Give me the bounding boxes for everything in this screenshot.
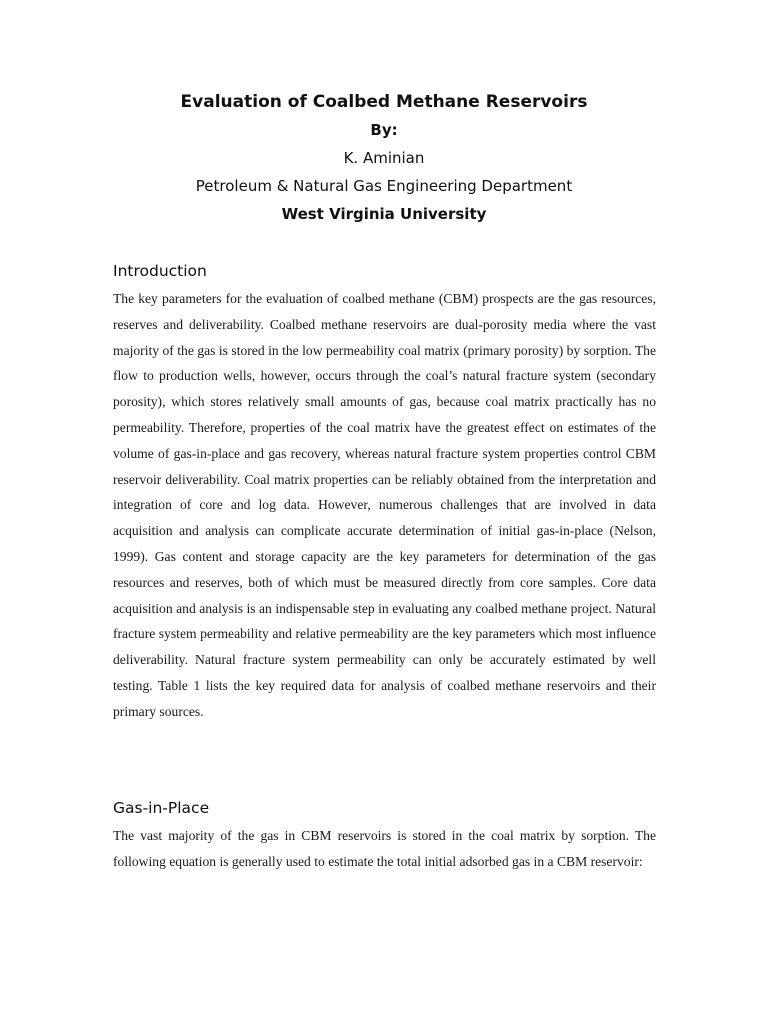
gas-in-place-paragraph: The vast majority of the gas in CBM reservoirs is stored in the coal matrix by sorption. The following equation is generally used to estimate the total initial adsorbed gas in a CBM reservoir: [113, 828, 656, 869]
gas-in-place-heading: Gas-in-Place [113, 799, 210, 817]
paper-title: Evaluation of Coalbed Methane Reservoirs [180, 92, 588, 112]
introduction-paragraph: The key parameters for the evaluation of coalbed methane (CBM) prospects are the gas resources, reserves and deliverability. Coalbed methane reservoirs are dual-porosity media where the vast majority of the gas is stored in the low permeability coal matrix (primary porosity) by sorption. The flow to production wells, however, occurs through the coal’s natural fracture system (secondary porosity), which stores relatively small amounts of gas, because coal matrix practically has no permeability. Therefore, properties of the coal matrix have the greatest effect on estimates of the volume of gas-in-place and gas recovery, whereas natural fracture system properties control CBM reservoir deliverability. Coal matrix properties can be reliably obtained from the interpretation and integration of core and log data. However, numerous challenges that are involved in data acquisition and analysis can complicate accurate determination of initial gas-in-place (Nelson, 1999). Gas content and storage capacity are the key parameters for determination of the gas resources and reserves, both of which must be measured directly from core samples. Core data acquisition and analysis is an indispensable step in evaluating any coalbed methane project. Natural fracture system permeability and relative permeability are the key parameters which most influence deliverability. Natural fracture system permeability can only be accurately estimated by well testing. Table 1 lists the key required data for analysis of coalbed methane reservoirs and their primary sources. [113, 291, 656, 719]
title-block [0, 88, 768, 228]
byline-label: By: [370, 121, 398, 139]
author-name: K. Aminian [343, 149, 425, 167]
introduction-heading: Introduction [113, 262, 207, 280]
author-university: West Virginia University [281, 205, 487, 223]
author-department: Petroleum & Natural Gas Engineering Department [195, 177, 573, 195]
